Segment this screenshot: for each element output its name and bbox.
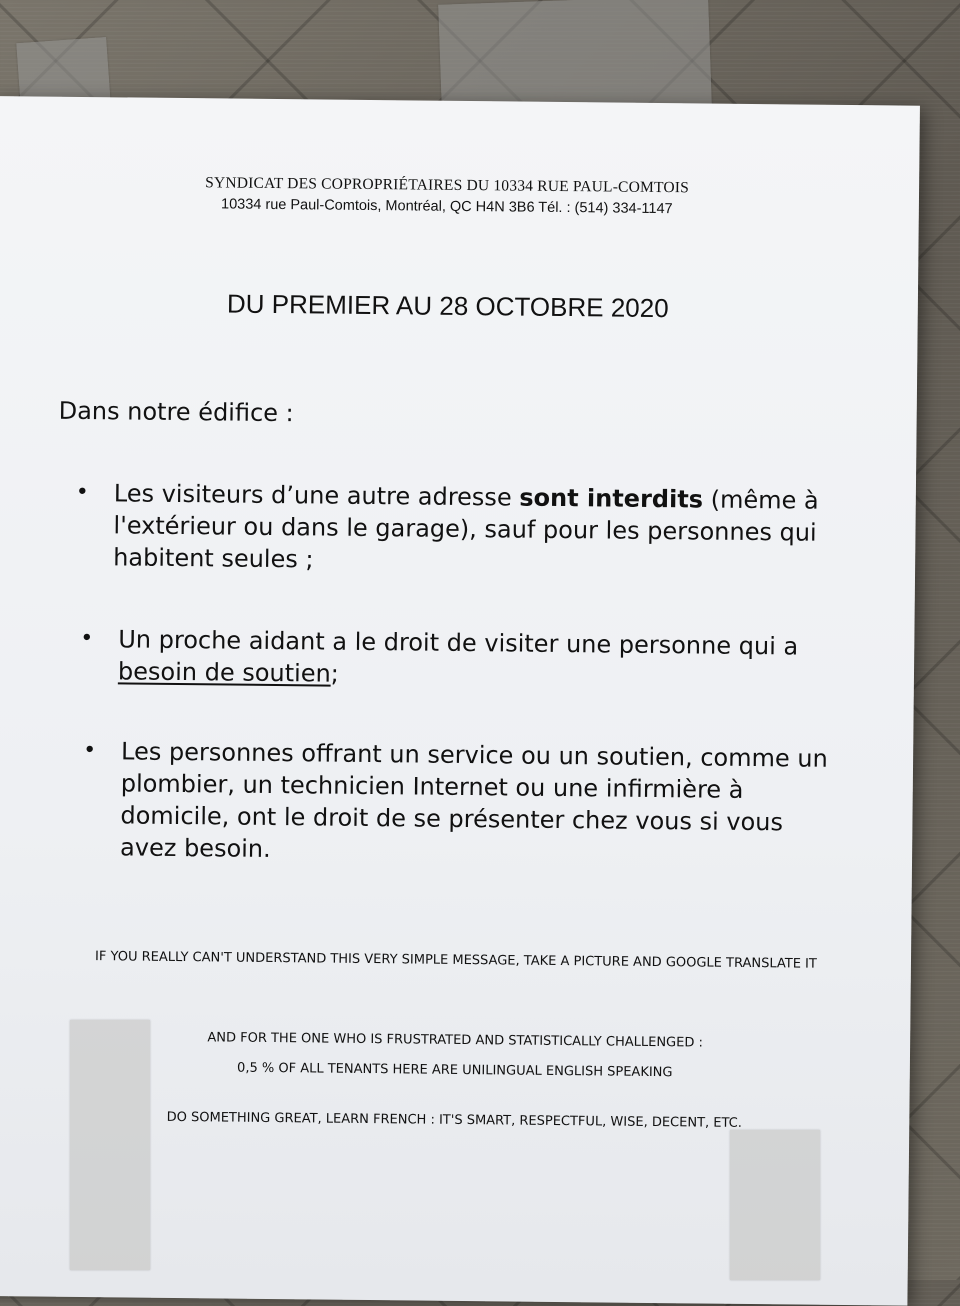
organization-address: 10334 rue Paul-Comtois, Montréal, QC H4N 3B6 Tél. : (514) 334-1147 [220,196,673,218]
underlined-text: besoin de soutien [117,657,331,688]
bullet-icon: • [83,738,97,764]
intro-text: Dans notre édifice : [58,396,294,428]
list-item [75,477,836,574]
list-item-text: Un proche aidant a le droit de visiter une personne qui a besoin de soutien; [117,625,799,688]
english-line: AND FOR THE ONE WHO IS FRUSTRATED AND STATISTICALLY CHALLENGED : [207,1030,703,1051]
notice-title: DU PREMIER AU 28 OCTOBRE 2020 [226,288,669,324]
bullet-icon: • [75,479,89,506]
english-message [61,949,851,1131]
rules-list [75,477,836,863]
english-line: DO SOMETHING GREAT, LEARN FRENCH : IT'S SMART, RESPECTFUL, WISE, DECENT, ETC. [166,1109,743,1131]
list-item [80,623,840,688]
bullet-icon: • [80,625,94,652]
emphasis-text: sont interdits [519,483,704,514]
list-item-text: Les visiteurs d’une autre adresse sont interdits (même à l'extérieur ou dans le garage), sauf pour les personnes qui habitent seules ; [113,479,819,574]
organization-name: SYNDICAT DES COPROPRIÉTAIRES DU 10334 RUE PAUL-COMTOIS [205,174,690,197]
tape-strip [438,0,712,115]
list-item [83,735,843,863]
list-item-text: Les personnes offrant un service ou un soutien, comme un plombier, un technicien Internet ou une infirmière à domicile, ont le droit de se présenter chez vous si vous avez besoin. [119,737,828,863]
english-line: IF YOU REALLY CAN'T UNDERSTAND THIS VERY SIMPLE MESSAGE, TAKE A PICTURE AND GOOGLE TRANSLATE IT [94,949,817,972]
tape-strip [730,1130,820,1280]
english-line: 0,5 % OF ALL TENANTS HERE ARE UNILINGUAL ENGLISH SPEAKING [237,1060,673,1081]
tape-strip [70,1020,150,1270]
